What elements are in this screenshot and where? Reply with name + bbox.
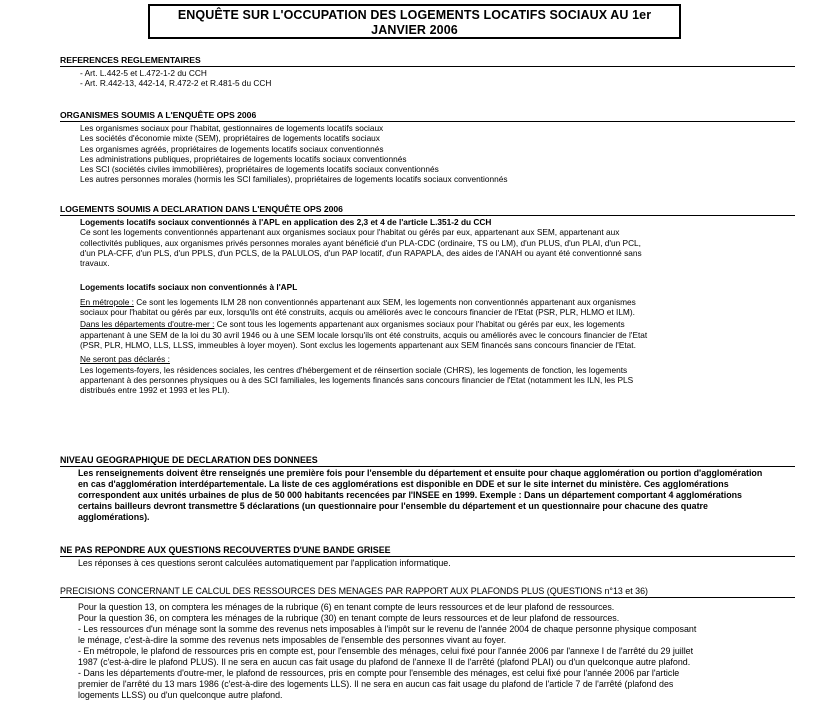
conventionnes-text	[80, 227, 795, 268]
title-line-1: ENQUÊTE SUR L'OCCUPATION DES LOGEMENTS LOCATIFS SOCIAUX AU 1er	[177, 8, 652, 22]
section-niveau-geographique	[60, 455, 795, 523]
logements-heading: LOGEMENTS SOUMIS A DECLARATION DANS L'ENQUÊTE OPS 2006	[60, 204, 795, 216]
references-list	[60, 68, 795, 89]
organisme-item: Les sociétés d'économie mixte (SEM), propriétaires de logements locatifs sociaux	[80, 133, 380, 144]
exclusions-label: Ne seront pas déclarés :	[80, 354, 170, 365]
precisions-heading: PRECISIONS CONCERNANT LE CALCUL DES RESSOURCES DES MENAGES PAR RAPPORT AUX PLAFONDS PLUS (QUESTIONS n°13 et 36)	[60, 586, 795, 598]
text-line: appartenant à une SEM de la loi du 30 avril 1946 ou à une SEM locale lorsqu'ils ont été construits, acquis ou améliorés avec le concours financier de l'Etat	[80, 329, 648, 340]
text-line: 1987 (c'est-à-dire le plafond PLUS). Il ne sera en aucun cas fait usage du plafond de l'annexe II de l'arrêté (plafond PLAI) ou d'un quelconque autre plafond.	[78, 657, 691, 667]
text-line: Pour la question 36, on comptera les ménages de la rubrique (30) en tenant compte de leurs ressources et de leur plafond de ressources.	[78, 613, 620, 623]
title-line-2: JANVIER 2006	[371, 23, 458, 37]
organisme-item: Les organismes agréés, propriétaires de logements locatifs sociaux conventionnés	[80, 143, 384, 154]
reference-item: - Art. R.442-13, 442-14, R.472-2 et R.481-5 du CCH	[80, 78, 272, 89]
section-organismes	[60, 110, 795, 185]
grisee-heading: NE PAS REPONDRE AUX QUESTIONS RECOUVERTES D'UNE BANDE GRISEE	[60, 545, 795, 557]
precisions-text	[60, 602, 795, 701]
text-line: premier de l'arrêté du 13 mars 1986 (c'est-à-dire des logements LLS). Il ne sera en aucun cas fait usage du plafond de l'article 7 de l'arrêté (plafond des	[78, 679, 674, 689]
text-line: appartenant à des personnes physiques ou à des SCI familiales, les logements financés sans concours financier de l'Etat (notamment les ILN, les PLS	[80, 374, 634, 385]
section-precisions	[60, 586, 795, 701]
text-line: agglomérations).	[78, 512, 150, 522]
text-line: sociaux pour l'habitat ou gérés par eux, lorsqu'ils ont été construits, acquis ou améliorés avec le concours financier de l'Etat (PSR, PLR, HLMO et ILM).	[80, 307, 635, 318]
references-heading: REFERENCES REGLEMENTAIRES	[60, 55, 795, 67]
text-line: logements LLSS) ou d'un quelconque autre plafond.	[78, 690, 283, 700]
organismes-list	[60, 123, 795, 185]
metropole-label: En métropole :	[80, 296, 134, 307]
niveau-text	[60, 468, 795, 523]
text-line: d'un PLA-CFF, d'un PLS, d'un PPLS, d'un PCLS, de la PALULOS, d'un PAP locatif, d'un RAPAPLA, des aides de l'ANAH ou ayant été conventionné sans	[80, 247, 642, 258]
text-line: correspondent aux unités urbaines de plus de 50 000 habitants recencées par l'INSEE en 1999. Exemple : Dans un département comportant 4 agglomérations	[78, 490, 742, 500]
organisme-item: Les administrations publiques, propriétaires de logements locatifs sociaux conventionnés	[80, 153, 407, 164]
text-line: collectivités publiques, aux organismes privés personnes morales ayant bénéficié d'un PLA-CDC (ordinaire, TS ou LM), d'un PLUS, d'un PLAI, d'un PCL,	[80, 237, 641, 248]
dom-text	[80, 319, 795, 350]
text-line: - En métropole, le plafond de ressources pris en compte est, pour l'ensemble des ménages, celui fixé pour l'année 2006 par l'annexe I de l'arrêté du 29 juillet	[78, 646, 694, 656]
text-line: certains bailleurs devront transmettre 5 déclarations (un questionnaire pour l'ensemble du département et un questionnaire pour chacune des quatre	[78, 501, 708, 511]
organismes-heading: ORGANISMES SOUMIS A L'ENQUÊTE OPS 2006	[60, 110, 795, 122]
section-references	[60, 55, 795, 89]
organisme-item: Les organismes sociaux pour l'habitat, gestionnaires de logements locatifs sociaux	[80, 123, 384, 133]
reference-item: - Art. L.442-5 et L.472-1-2 du CCH	[80, 68, 207, 78]
text-line: travaux.	[80, 258, 110, 269]
logements-body	[60, 217, 795, 395]
text-line: Les réponses à ces questions seront calculées automatiquement par l'application informatique.	[78, 558, 451, 568]
text-line: distribués entre 1992 et 1993 et les PLI).	[80, 385, 230, 396]
section-logements	[60, 204, 795, 395]
text-line: Pour la question 13, on comptera les ménages de la rubrique (6) en tenant compte de leurs ressources et de leur plafond de ressources.	[78, 602, 615, 612]
dom-label: Dans les départements d'outre-mer :	[80, 319, 215, 330]
text-line: Ce sont tous les logements appartenant aux organismes sociaux pour l'habitat ou gérés par eux, les logements	[214, 319, 625, 330]
page-title	[148, 4, 681, 39]
text-line: en cas d'agglomération interdépartementale. La liste de ces agglomérations est disponible en DDE et sur le site internet du ministère. Ces agglomérations	[78, 479, 729, 489]
niveau-heading: NIVEAU GEOGRAPHIQUE DE DECLARATION DES DONNEES	[60, 455, 795, 467]
organisme-item: Les autres personnes morales (hormis les SCI familiales), propriétaires de logements locatifs sociaux conventionnés	[80, 174, 508, 185]
conventionnes-title: Logements locatifs sociaux conventionnés à l'APL en application des 2,3 et 4 de l'article L.351-2 du CCH	[80, 217, 492, 227]
text-line: Ce sont les logements ILM 28 non conventionnés appartenant aux SEM, les logements non conventionnés appartenant aux organismes	[133, 296, 636, 307]
grisee-text	[60, 558, 795, 569]
metropole-text	[80, 297, 795, 318]
section-bande-grisee	[60, 545, 795, 569]
text-line: le ménage, c'est-à-dire la somme des revenus nets imposables de l'ensemble des personnes vivant au foyer.	[78, 635, 507, 645]
organisme-item: Les SCI (sociétés civiles immobilières), propriétaires de logements locatifs sociaux conventionnés	[80, 164, 439, 175]
text-line: - Les ressources d'un ménage sont la somme des revenus nets imposables à l'impôt sur le revenu de l'année 2004 de chaque personne physique composant	[78, 624, 697, 634]
text-line: Les logements-foyers, les résidences sociales, les centres d'hébergement et de réinsertion sociale (CHRS), les logements de fonction, les logements	[80, 364, 628, 375]
text-line: Ce sont les logements conventionnés appartenant aux organismes sociaux pour l'habitat ou gérés par eux, appartenant aux SEM, appartenant aux	[80, 227, 620, 238]
text-line: Les renseignements doivent être renseignés une première fois pour l'ensemble du département et ensuite pour chaque agglomération ou portion d'agglomération	[78, 468, 763, 478]
text-line: - Dans les départements d'outre-mer, le plafond de ressources, pris en compte pour l'ensemble des ménages, est celui fixé pour l'année 2006 par l'article	[78, 668, 680, 678]
exclusions-text	[80, 354, 795, 395]
text-line: (PSR, PLR, HLMO, LLS, LLSS, immeubles à loyer moyen). Sont exclus les logements appartenant aux SEM financés sans concours financier de l'Etat.	[80, 339, 636, 350]
non-conventionnes-title: Logements locatifs sociaux non conventionnés à l'APL	[80, 282, 298, 293]
